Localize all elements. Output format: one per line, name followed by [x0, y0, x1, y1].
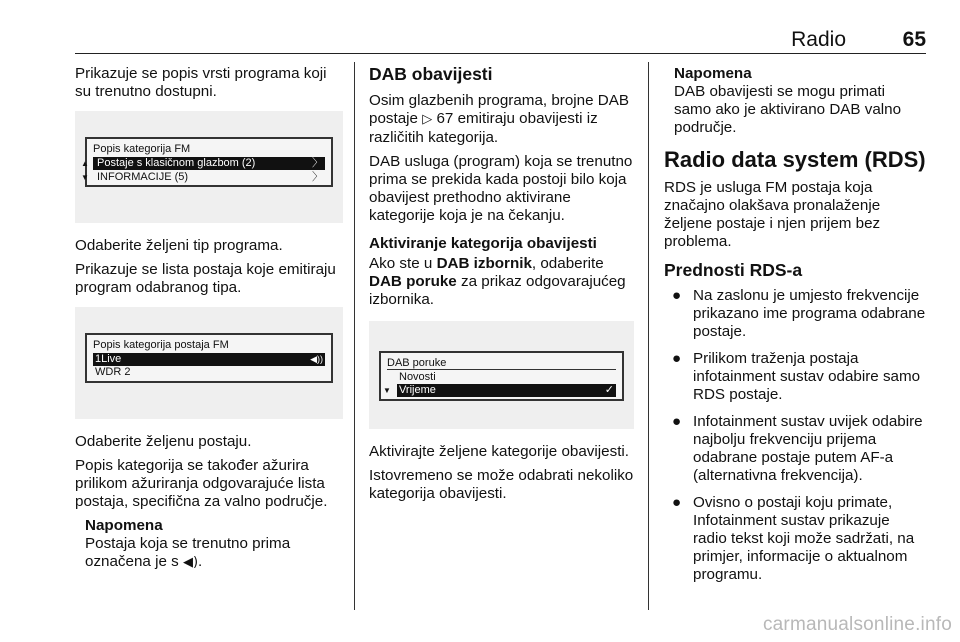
- list-item: [387, 371, 616, 384]
- display-screen: [85, 333, 333, 383]
- display-screen: [81, 137, 333, 187]
- note-box: [75, 517, 343, 572]
- screenshot-fm-category-list: [75, 111, 343, 223]
- list-item: [93, 353, 325, 366]
- list-item: ● Na zaslonu je umjesto frekvencije prikazano ime programa odabrane postaje.: [672, 287, 926, 340]
- list-item: [383, 384, 616, 397]
- column-divider-2: [648, 62, 649, 610]
- checkmark-icon: ✓: [604, 384, 614, 396]
- menu-name-dab-messages: DAB poruke: [369, 273, 457, 290]
- speaker-icon: ◀)): [310, 354, 323, 364]
- section-heading-dab: DAB obavijesti: [369, 64, 493, 84]
- screen-title: Popis kategorija FM: [93, 143, 191, 155]
- arrow-up-icon: ▲: [81, 159, 89, 168]
- chevron-right-icon: 〉: [312, 171, 323, 183]
- paragraph-list-shown: Prikazuje se lista postaja koje emitiraju program odabranog tipa.: [75, 261, 336, 296]
- paragraph-dab-menu: Ako ste u DAB izbornik, odaberite DAB poruke za prikaz odgovarajućeg izbornika.: [369, 255, 626, 308]
- list-item-label: WDR 2: [95, 366, 131, 378]
- arrow-down-icon: ▼: [383, 386, 391, 395]
- screenshot-fm-station-category-list: [75, 307, 343, 419]
- list-item-label: 1Live: [95, 353, 122, 365]
- rds-advantages-list: [664, 287, 926, 584]
- list-item: [81, 157, 325, 170]
- paragraph-rds-intro: RDS je usluga FM postaja koja značajno olakšava pronalaženje željene postaje i njen prijem bez problema.: [664, 179, 881, 250]
- chevron-right-icon: 〉: [312, 157, 323, 169]
- paragraph-update: Popis kategorija se također ažurira prilikom ažuriranja odgovarajuće lista postaja, specifična za valno područje.: [75, 457, 328, 510]
- section-heading-rds: Radio data system (RDS): [664, 147, 926, 172]
- column-2: [369, 65, 634, 509]
- list-item-label: INFORMACIJE (5): [97, 171, 189, 183]
- paragraph-select-type: Odaberite željeni tip programa.: [75, 237, 283, 254]
- screenshot-dab-messages: [369, 321, 634, 429]
- intro-paragraph: Prikazuje se popis vrsti programa koji su trenutno dostupni.: [75, 65, 327, 100]
- bullet-icon: ●: [672, 494, 682, 511]
- list-item: ● Infotainment sustav uvijek odabire najbolju frekvenciju prijema odabrane postaje putem AF-a (alternativna frekvencija).: [672, 413, 923, 484]
- arrow-down-icon: ▼: [81, 173, 89, 182]
- note-text: DAB obavijesti se mogu primati samo ako je aktivirano DAB valno područje.: [674, 83, 902, 136]
- screen-title: Popis kategorija postaja FM: [93, 339, 229, 351]
- paragraph-select-station: Odaberite željenu postaju.: [75, 433, 252, 450]
- divider: [387, 369, 616, 370]
- column-divider-1: [354, 62, 355, 610]
- screen-title: DAB poruke: [387, 357, 447, 369]
- note-title: Napomena: [674, 65, 752, 82]
- page-reference-icon: ▷: [422, 112, 433, 127]
- column-1: [75, 65, 343, 572]
- bullet-icon: ●: [672, 350, 682, 367]
- list-item: [81, 171, 325, 184]
- speaker-icon: ◀): [182, 555, 199, 570]
- bullet-icon: ●: [672, 413, 682, 430]
- paragraph-dab-interrupt: DAB usluga (program) koja se trenutno prima se prekida kada postoji bilo koja obavijest prethodno aktivirane kategorije koja je na čekanju.: [369, 153, 633, 224]
- paragraph-multiple: Istovremeno se može odabrati nekoliko kategorija obavijesti.: [369, 467, 634, 502]
- paragraph-dab-intro: Osim glazbenih programa, brojne DAB postaje ▷ 67 emitiraju obavijesti iz različitih kategorija.: [369, 92, 629, 146]
- list-item-label: Vrijeme: [399, 384, 436, 396]
- list-item: [93, 366, 325, 379]
- column-3: [664, 65, 926, 593]
- list-item: ● Prilikom traženja postaja infotainment sustav odabire samo RDS postaje.: [672, 350, 921, 403]
- note-box: [664, 65, 926, 137]
- page-header: [75, 28, 926, 52]
- chapter-title: Radio: [791, 28, 846, 51]
- subheading-rds-advantages: Prednosti RDS-a: [664, 260, 803, 280]
- display-screen: [379, 351, 624, 401]
- bullet-icon: ●: [672, 287, 682, 304]
- note-text: Postaja koja se trenutno prima označena je s ◀).: [85, 535, 291, 570]
- site-watermark: carmanualsonline.info: [762, 614, 952, 635]
- subheading-activate: Aktiviranje kategorija obavijesti: [369, 235, 597, 252]
- menu-name-dab: DAB izbornik: [436, 255, 532, 272]
- paragraph-activate: Aktivirajte željene kategorije obavijesti.: [369, 443, 630, 460]
- header-rule: [75, 53, 926, 54]
- note-title: Napomena: [85, 517, 163, 534]
- list-item-label: Novosti: [399, 371, 436, 383]
- page-number: 65: [902, 28, 926, 51]
- list-item-label: Postaje s klasičnom glazbom (2): [97, 157, 256, 169]
- list-item: ● Ovisno o postaji koju primate, Infotainment sustav prikazuje radio tekst koji može sadržati, na primjer, informacije o aktualnom programu.: [672, 494, 915, 583]
